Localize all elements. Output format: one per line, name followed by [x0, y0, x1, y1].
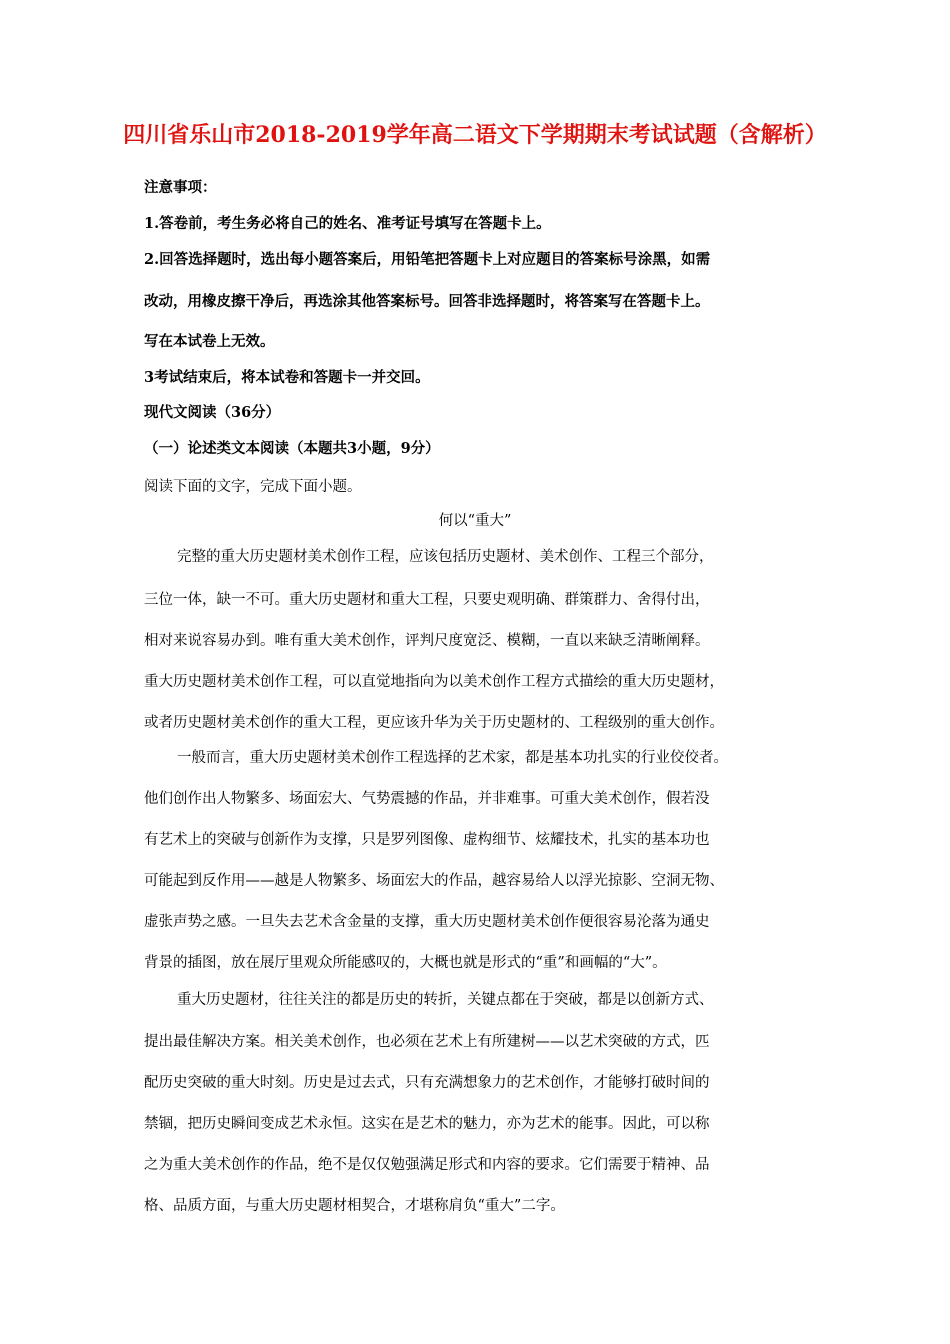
article-line: 禁锢，把历史瞬间变成艺术永恒。这实在是艺术的魅力，亦为艺术的能事。因此，可以称 [144, 1116, 710, 1132]
article-line: 有艺术上的突破与创新作为支撑，只是罗列图像、虚构细节、炫耀技术，扎实的基本功也 [144, 832, 710, 848]
article-line: 重大历史题材，往往关注的都是历史的转折，关键点都在于突破，都是以创新方式、 [177, 992, 714, 1008]
notice-heading: 注意事项： [144, 179, 217, 196]
section-subtitle: （一）论述类文本阅读（本题共3小题，9分） [144, 440, 440, 457]
notice-item: 2.回答选择题时，选出每小题答案后，用铅笔把答题卡上对应题目的答案标号涂黑，如需 [144, 251, 711, 268]
article-line: 相对来说容易办到。唯有重大美术创作，评判尺度宽泛、模糊，一直以来缺乏清晰阐释。 [144, 633, 710, 649]
article-line: 三位一体，缺一不可。重大历史题材和重大工程，只要史观明确、群策群力、舍得付出， [144, 592, 710, 608]
article-line: 配历史突破的重大时刻。历史是过去式，只有充满想象力的艺术创作，才能够打破时间的 [144, 1075, 710, 1091]
section-instruction: 阅读下面的文字，完成下面小题。 [144, 479, 362, 495]
notice-item: 3考试结束后，将本试卷和答题卡一并交回。 [144, 369, 430, 386]
article-line: 格、品质方面，与重大历史题材相契合，才堪称肩负“重大”二字。 [144, 1198, 565, 1214]
notice-item: 改动，用橡皮擦干净后，再选涂其他答案标号。回答非选择题时，将答案写在答题卡上。 [144, 293, 710, 310]
notice-item: 1.答卷前，考生务必将自己的姓名、准考证号填写在答题卡上。 [144, 215, 551, 232]
article-line: 之为重大美术创作的作品，绝不是仅仅勉强满足形式和内容的要求。它们需要于精神、品 [144, 1157, 710, 1173]
article-line: 一般而言，重大历史题材美术创作工程选择的艺术家，都是基本功扎实的行业佼佼者。 [177, 750, 728, 766]
article-line: 虚张声势之感。一旦失去艺术含金量的支撑，重大历史题材美术创作便很容易沦落为通史 [144, 914, 710, 930]
article-line: 背景的插图，放在展厅里观众所能感叹的，大概也就是形式的“重”和画幅的“大”。 [144, 955, 667, 971]
article-line: 可能起到反作用——越是人物繁多、场面宏大的作品，越容易给人以浮光掠影、空洞无物、 [144, 873, 724, 889]
article-line: 提出最佳解决方案。相关美术创作，也必须在艺术上有所建树——以艺术突破的方式，匹 [144, 1034, 710, 1050]
article-line: 完整的重大历史题材美术创作工程，应该包括历史题材、美术创作、工程三个部分， [177, 549, 714, 565]
article-line: 重大历史题材美术创作工程，可以直觉地指向为以美术创作工程方式描绘的重大历史题材， [144, 674, 724, 690]
notice-item: 写在本试卷上无效。 [144, 333, 275, 350]
section-title: 现代文阅读（36分） [144, 404, 281, 421]
article-title: 何以“重大” [438, 513, 512, 529]
document-title: 四川省乐山市2018-2019学年高二语文下学期期末考试试题（含解析） [123, 122, 827, 148]
article-line: 或者历史题材美术创作的重大工程，更应该升华为关于历史题材的、工程级别的重大创作。 [144, 715, 724, 731]
article-line: 他们创作出人物繁多、场面宏大、气势震撼的作品，并非难事。可重大美术创作，假若没 [144, 791, 710, 807]
